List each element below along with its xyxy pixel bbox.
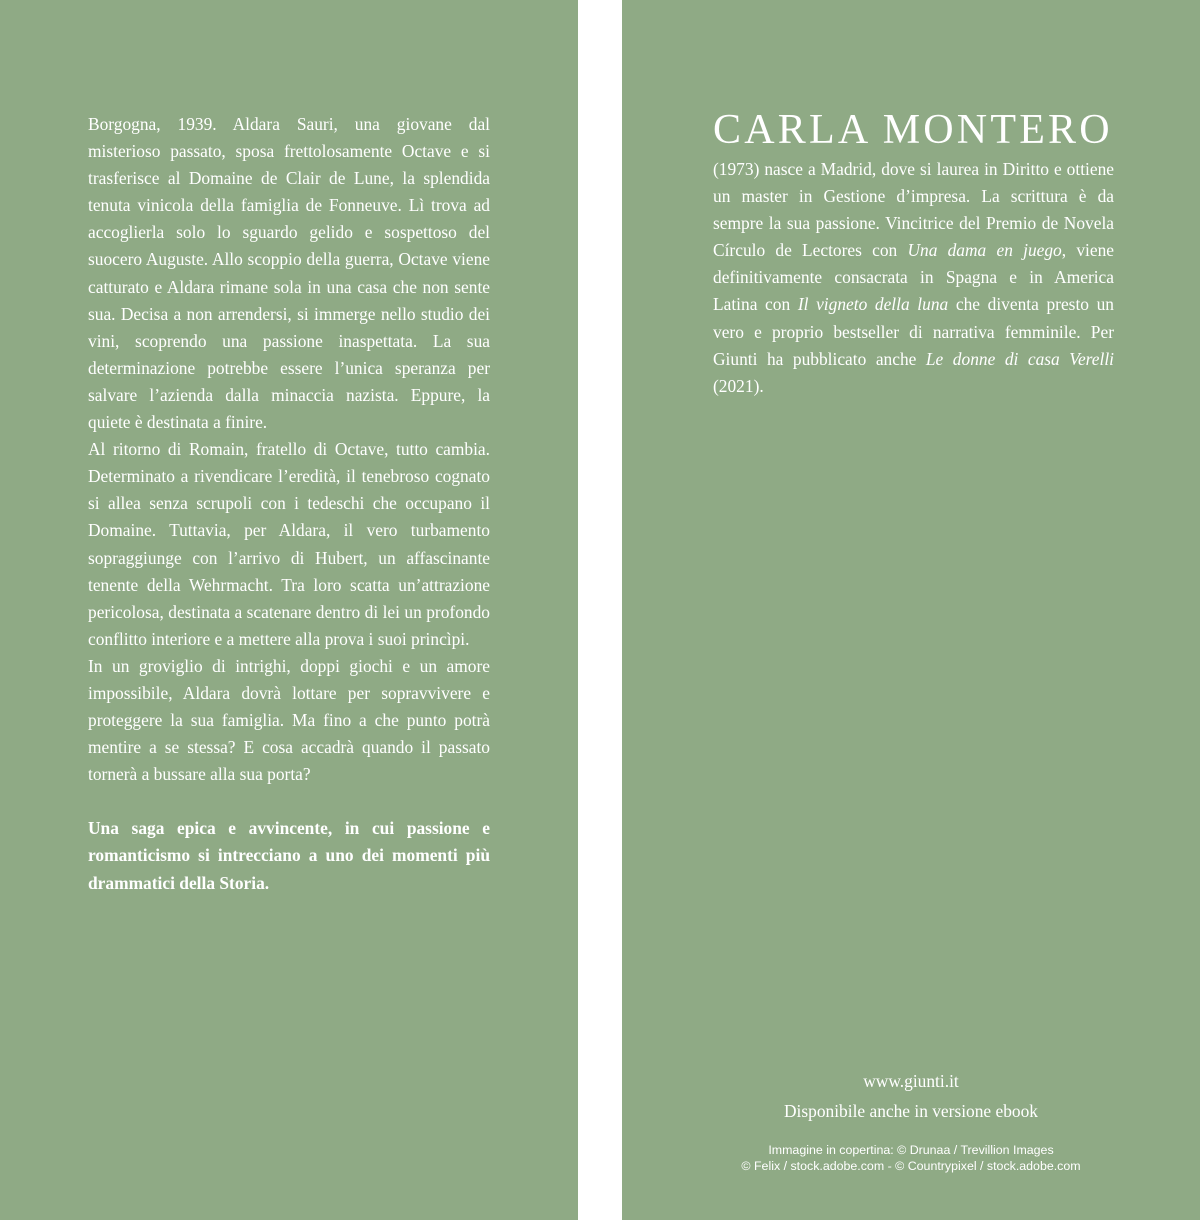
- synopsis: [88, 111, 490, 897]
- book-title: Il vigneto della luna: [797, 294, 949, 315]
- flap-footer: [622, 1066, 1200, 1174]
- front-flap: [0, 0, 578, 1220]
- credits-line: © Felix / stock.adobe.com - © Countrypixel / stock.adobe.com: [741, 1159, 1081, 1173]
- synopsis-paragraph: Borgogna, 1939. Aldara Sauri, una giovane dal misterioso passato, sposa frettolosamente Octave e si trasferisce al Domaine de Clair de Lune, la splendida tenuta vinicola della famiglia de Fonneuve. Lì trova ad accoglierla solo lo sguardo gelido e sospettoso del suocero Auguste. Allo scoppio della guerra, Octave viene catturato e Aldara rimane sola in una casa che non sente sua. Decisa a non arrendersi, si immerge nello studio dei vini, scoprendo una passione inaspettata. La sua determinazione potrebbe essere l’unica speranza per salvare l’azienda dalla minaccia nazista. Eppure, la quiete è destinata a finire.: [88, 114, 490, 433]
- book-title: Una dama en juego: [907, 240, 1062, 261]
- publisher-website: www.giunti.it: [863, 1071, 959, 1091]
- author-section: [713, 104, 1114, 400]
- book-title: Le donne di casa Verelli: [925, 348, 1114, 369]
- image-credits: [622, 1142, 1200, 1174]
- author-name: CARLA MONTERO: [713, 107, 1113, 153]
- back-flap: [622, 0, 1200, 1220]
- credits-line: Immagine in copertina: © Drunaa / Trevillion Images: [768, 1143, 1054, 1157]
- synopsis-paragraph: In un groviglio di intrighi, doppi giochi e un amore impossibile, Aldara dovrà lottare per sopravvivere e proteggere la sua famiglia. Ma fino a che punto potrà mentire a se stessa? E cosa accadrà quando il passato tornerà a bussare alla sua porta?: [88, 655, 490, 785]
- bio-text: che diventa presto un vero e proprio bestseller di narrativa femminile. Per Giunti ha pubblicato anche: [713, 294, 1114, 369]
- tagline: Una saga epica e avvincente, in cui passione e romanticismo si intrecciano a uno dei momenti più drammatici della Storia.: [88, 818, 490, 893]
- synopsis-paragraph: Al ritorno di Romain, fratello di Octave, tutto cambia. Determinato a rivendicare l’eredità, il tenebroso cognato si allea senza scrupoli con i tedeschi che occupano il Domaine. Tuttavia, per Aldara, il vero turbamento sopraggiunge con l’arrivo di Hubert, un affascinante tenente della Wehrmacht. Tra loro scatta un’attrazione pericolosa, destinata a scatenare dentro di lei un profondo conflitto interiore e a mettere alla prova i suoi princìpi.: [88, 439, 490, 649]
- bio-text: (1973) nasce a Madrid, dove si laurea in Diritto e ottiene un master in Gestione d’impresa. La scrittura è da sempre la sua passione. Vincitrice del Premio de Novela Círculo de Lectores con: [713, 159, 1114, 261]
- bio-text: , viene definitivamente consacrata in Spagna e in America Latina con: [713, 240, 1114, 315]
- ebook-availability: Disponibile anche in versione ebook: [783, 1101, 1039, 1121]
- bio-text: (2021).: [713, 375, 764, 396]
- author-bio: [713, 156, 1114, 400]
